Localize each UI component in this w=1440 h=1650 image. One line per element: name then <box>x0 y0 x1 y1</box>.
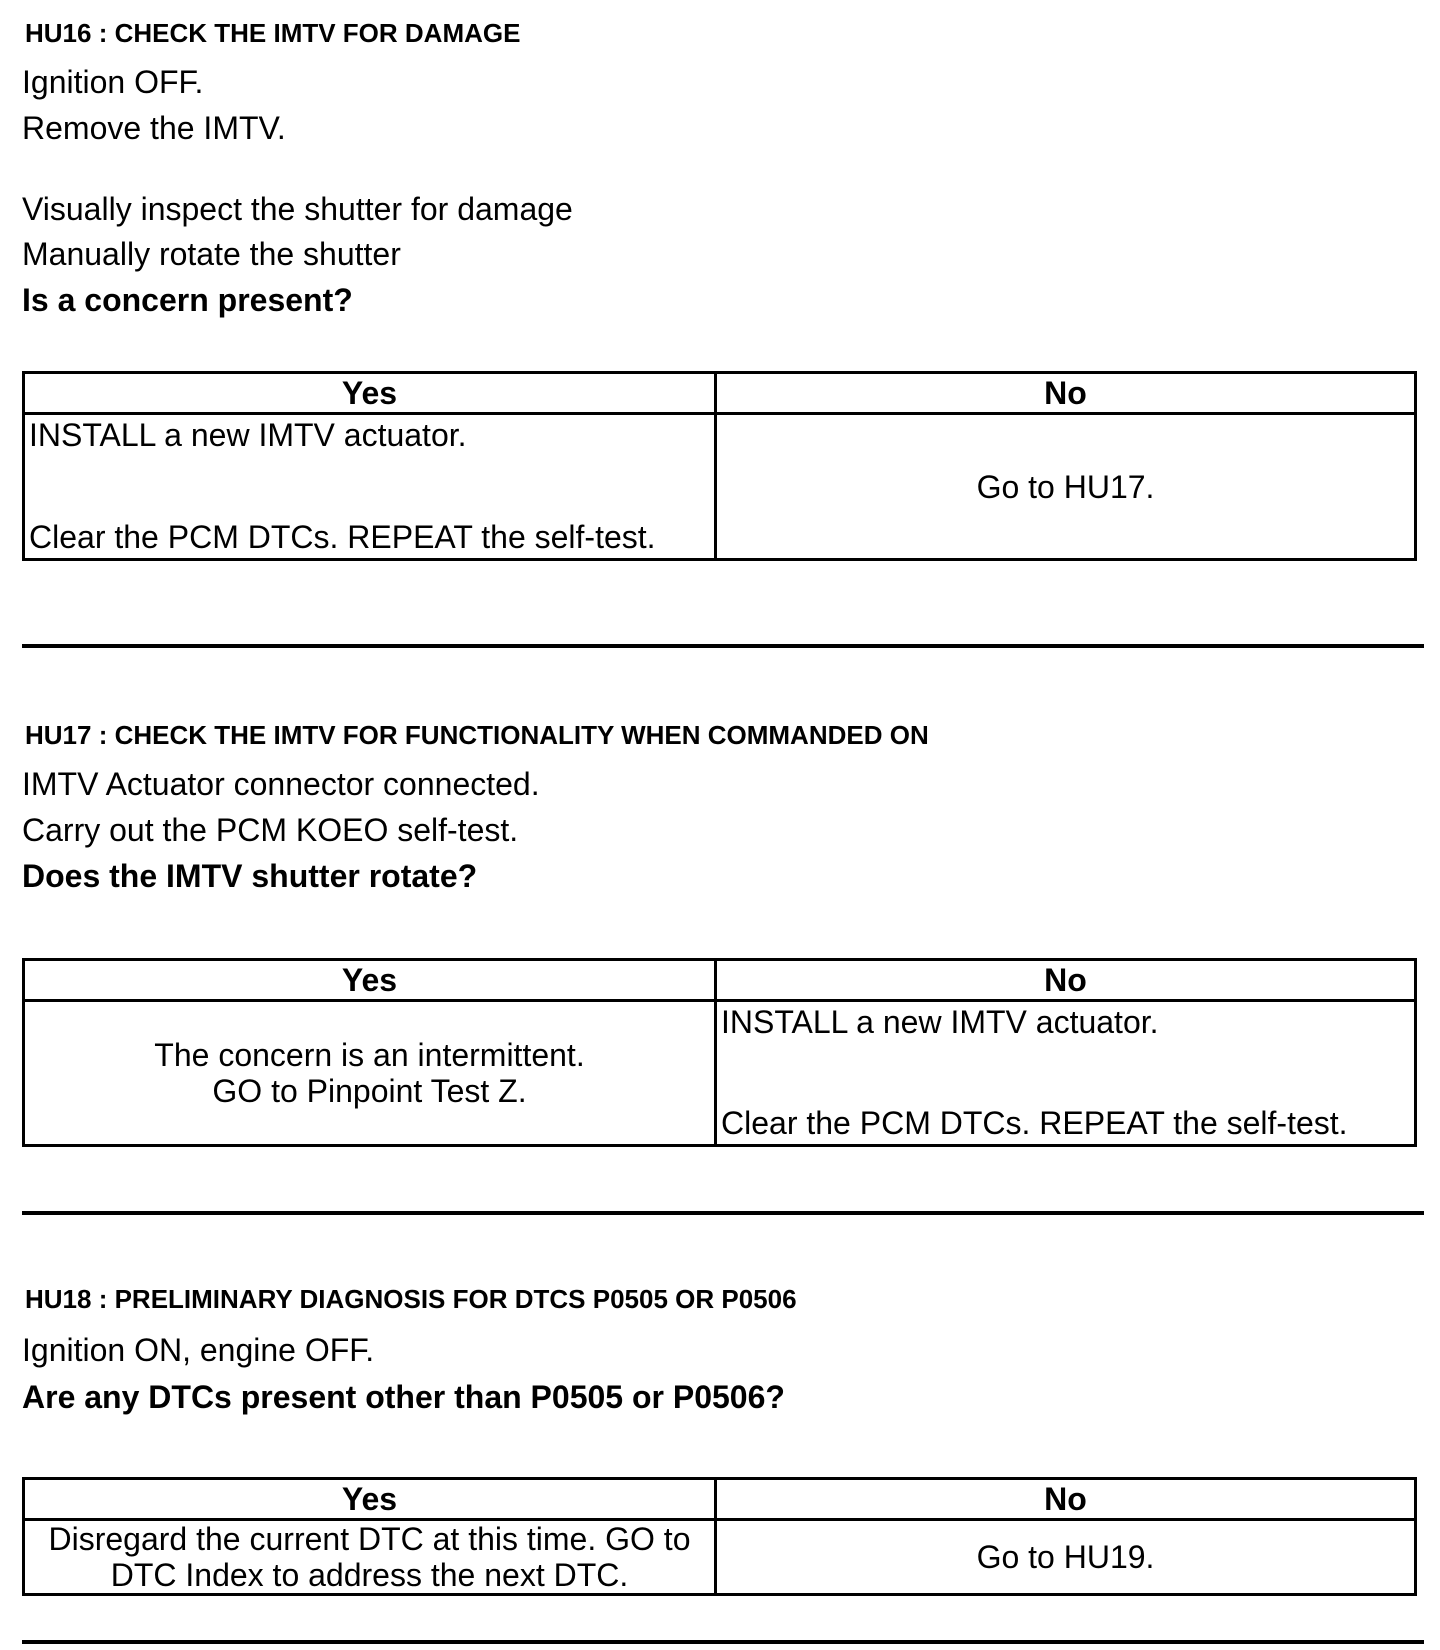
instruction: Ignition ON, engine OFF. <box>22 1332 375 1368</box>
no-header: No <box>716 373 1416 414</box>
step-heading: HU16 : CHECK THE IMTV FOR DAMAGE <box>25 18 521 48</box>
yes-header: Yes <box>24 373 716 414</box>
yes-no-table <box>22 958 1417 1147</box>
no-action: Go to HU19. <box>976 1539 1155 1575</box>
no-header: No <box>716 960 1416 1001</box>
yes-cell <box>24 1001 716 1146</box>
instruction: Visually inspect the shutter for damage <box>22 191 573 227</box>
instruction: Remove the IMTV. <box>22 110 286 146</box>
instruction: IMTV Actuator connector connected. <box>22 766 540 802</box>
no-header: No <box>716 1479 1416 1520</box>
section-divider <box>22 644 1424 648</box>
section-divider <box>22 1640 1424 1644</box>
section-divider <box>22 1211 1424 1215</box>
yes-action-followup: Clear the PCM DTCs. REPEAT the self-test. <box>29 519 656 555</box>
question: Are any DTCs present other than P0505 or P0506? <box>22 1379 785 1415</box>
yes-action-followup: GO to Pinpoint Test Z. <box>212 1073 527 1109</box>
yes-cell <box>24 1520 716 1595</box>
yes-action: Disregard the current DTC at this time. GO to <box>48 1521 691 1557</box>
question: Does the IMTV shutter rotate? <box>22 858 478 894</box>
yes-header: Yes <box>24 960 716 1001</box>
no-action: INSTALL a new IMTV actuator. <box>721 1004 1159 1040</box>
yes-action-followup: DTC Index to address the next DTC. <box>110 1557 629 1593</box>
question: Is a concern present? <box>22 282 353 318</box>
yes-no-table <box>22 371 1417 561</box>
no-cell <box>716 1520 1416 1595</box>
step-heading: HU17 : CHECK THE IMTV FOR FUNCTIONALITY WHEN COMMANDED ON <box>25 720 929 750</box>
yes-no-table <box>22 1477 1417 1596</box>
yes-action: INSTALL a new IMTV actuator. <box>29 417 467 453</box>
step-heading: HU18 : PRELIMINARY DIAGNOSIS FOR DTCS P0505 OR P0506 <box>25 1284 797 1314</box>
no-cell <box>716 414 1416 560</box>
no-action: Go to HU17. <box>976 468 1155 505</box>
instruction: Manually rotate the shutter <box>22 236 401 272</box>
instruction: Ignition OFF. <box>22 64 204 100</box>
no-cell <box>716 1001 1416 1146</box>
instruction: Carry out the PCM KOEO self-test. <box>22 812 519 848</box>
yes-action: The concern is an intermittent. <box>154 1037 585 1073</box>
no-action-followup: Clear the PCM DTCs. REPEAT the self-test. <box>721 1105 1348 1141</box>
yes-header: Yes <box>24 1479 716 1520</box>
yes-cell <box>24 414 716 560</box>
